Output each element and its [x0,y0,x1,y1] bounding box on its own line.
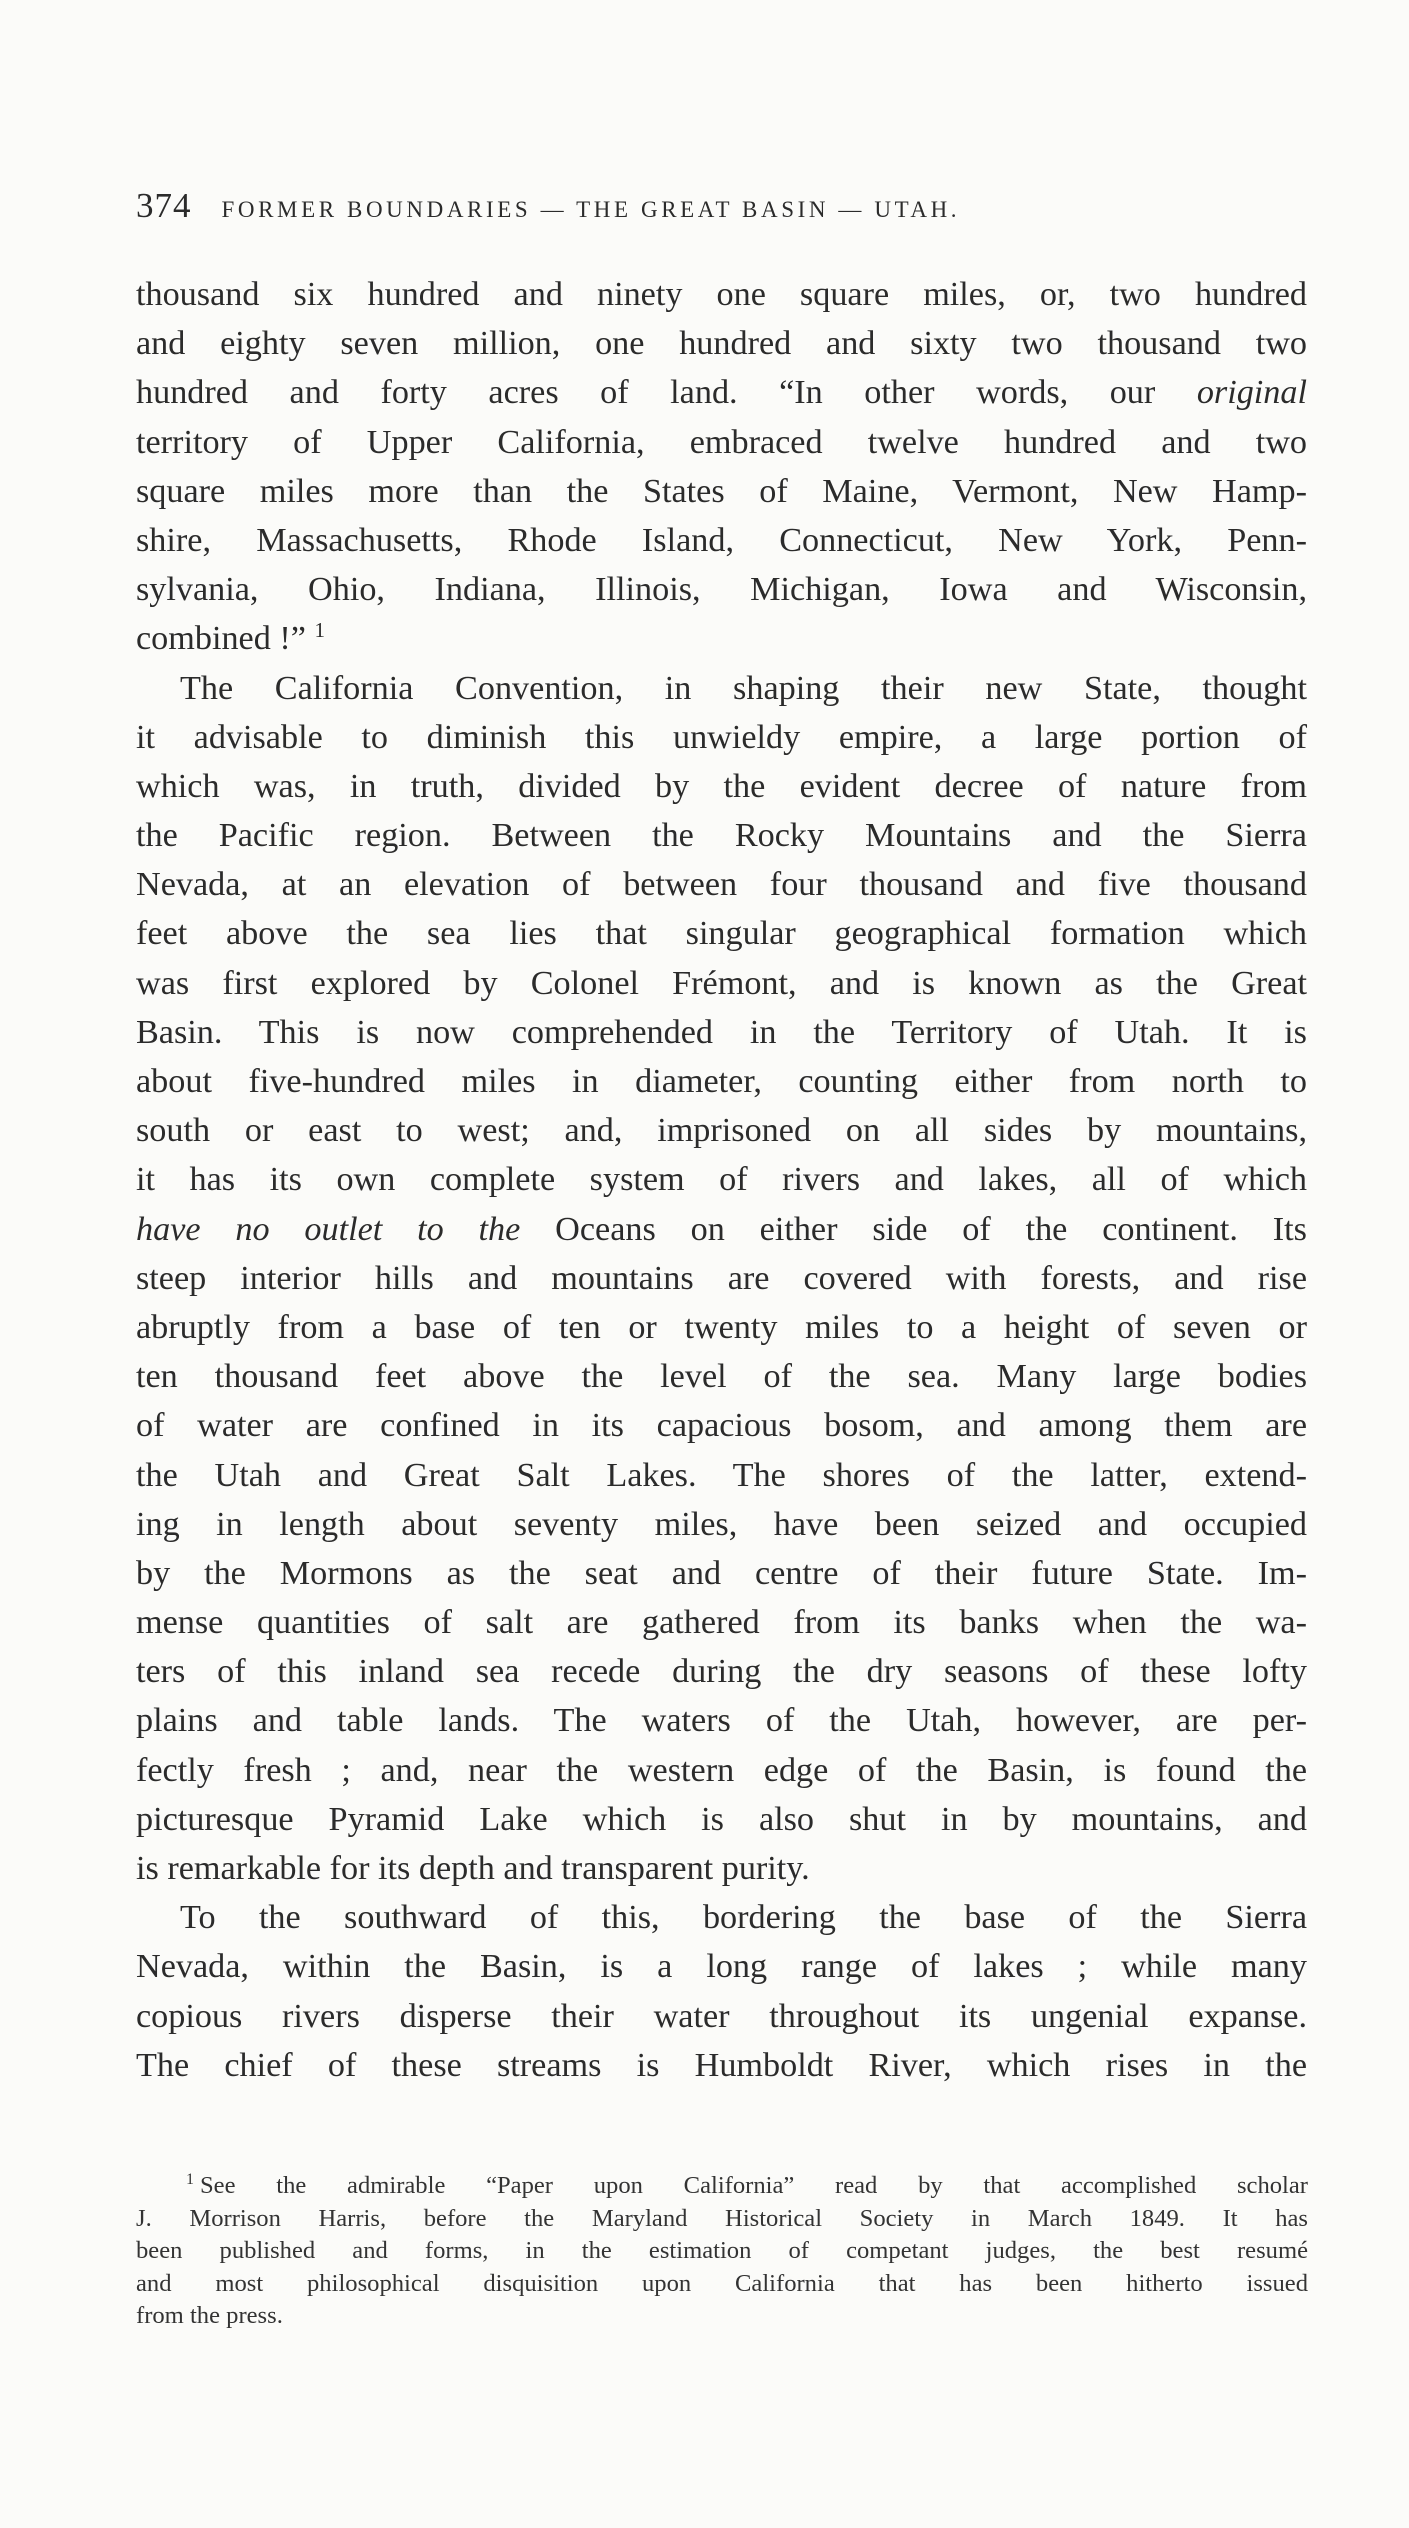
footnote [136,2170,1308,2333]
running-head [136,186,1306,230]
text-line: shire, Massachusetts, Rhode Island, Connecticut, New York, Penn- [136,521,1307,559]
text-line: south or east to west; and, imprisoned on all sides by mountains, [136,1112,1307,1150]
text-line: the Pacific region. Between the Rocky Mountains and the Sierra [136,817,1307,855]
page-number: 374 [136,186,192,225]
text-line [136,1205,1307,1254]
text-line: mense quantities of salt are gathered from its banks when the wa- [136,1604,1307,1642]
text-line: The California Convention, in shaping their new State, thought [180,669,1307,707]
text-line-part: hundred and forty acres of land. “In other words, our [136,374,1197,412]
text-line: plains and table lands. The waters of the Utah, however, are per- [136,1702,1307,1740]
text-line: was first explored by Colonel Frémont, and is known as the Great [136,964,1307,1002]
text-line: picturesque Pyramid Lake which is also shut in by mountains, and [136,1800,1307,1838]
text-line: which was, in truth, divided by the evident decree of nature from [136,767,1307,805]
italic-no-outlet: have no outlet to the [136,1210,521,1248]
text-line: abruptly from a base of ten or twenty miles to a height of seven or [136,1308,1307,1346]
text-line: The chief of these streams is Humboldt River, which rises in the [136,2046,1307,2084]
italic-original: original [1196,374,1307,412]
text-line [136,614,1307,663]
text-line: copious rivers disperse their water throughout its ungenial expanse. [136,1997,1307,2035]
footnote-line [136,2170,1308,2203]
footnote-marker: 1 [186,2171,194,2188]
text-line: by the Mormons as the seat and centre of their future State. Im- [136,1554,1307,1592]
footnote-line: J. Morrison Harris, before the Maryland Historical Society in March 1849. It has [136,2204,1308,2232]
text-line: it advisable to diminish this unwieldy empire, a large portion of [136,718,1307,756]
text-line: the Utah and Great Salt Lakes. The shores of the latter, extend- [136,1456,1307,1494]
running-title: FORMER BOUNDARIES — THE GREAT BASIN — UTAH. [221,197,961,222]
text-line: Nevada, within the Basin, is a long range of lakes ; while many [136,1948,1307,1986]
text-line: and eighty seven million, one hundred and sixty two thousand two [136,325,1307,363]
text-line-part: combined !” [136,620,315,658]
text-line: steep interior hills and mountains are covered with forests, and rise [136,1259,1307,1297]
text-line: square miles more than the States of Maine, Vermont, New Hamp- [136,472,1307,510]
text-line-part: Oceans on either side of the continent. Its [520,1210,1307,1248]
text-line: Nevada, at an elevation of between four thousand and five thousand [136,866,1307,904]
text-line: it has its own complete system of rivers and lakes, all of which [136,1161,1307,1199]
text-line: ters of this inland sea recede during the dry seasons of these lofty [136,1653,1307,1691]
footnote-line: and most philosophical disquisition upon California that has been hitherto issued [136,2269,1308,2297]
footnote-line: from the press. [136,2302,283,2330]
text-line: ten thousand feet above the level of the sea. Many large bodies [136,1358,1307,1396]
text-line: territory of Upper California, embraced twelve hundred and two [136,423,1307,461]
body-text [136,270,1307,2090]
text-line: Basin. This is now comprehended in the Territory of Utah. It is [136,1013,1307,1051]
text-line: of water are confined in its capacious bosom, and among them are [136,1407,1307,1445]
text-line: feet above the sea lies that singular geographical formation which [136,915,1307,953]
text-line: about five-hundred miles in diameter, counting either from north to [136,1063,1307,1100]
text-line [136,368,1307,417]
text-line: fectly fresh ; and, near the western edge of the Basin, is found the [136,1751,1307,1789]
footnote-reference: 1 [314,618,325,643]
text-line: is remarkable for its depth and transparent purity. [136,1850,810,1887]
text-line: sylvania, Ohio, Indiana, Illinois, Michigan, Iowa and Wisconsin, [136,571,1307,609]
text-line: thousand six hundred and ninety one square miles, or, two hundred [136,276,1307,313]
footnote-line: been published and forms, in the estimation of competant judges, the best resumé [136,2237,1308,2265]
text-line: To the southward of this, bordering the base of the Sierra [180,1899,1307,1937]
text-line: ing in length about seventy miles, have been seized and occupied [136,1505,1307,1543]
footnote-line-text: See the admirable “Paper upon California” read by that accomplished scholar [200,2172,1308,2199]
